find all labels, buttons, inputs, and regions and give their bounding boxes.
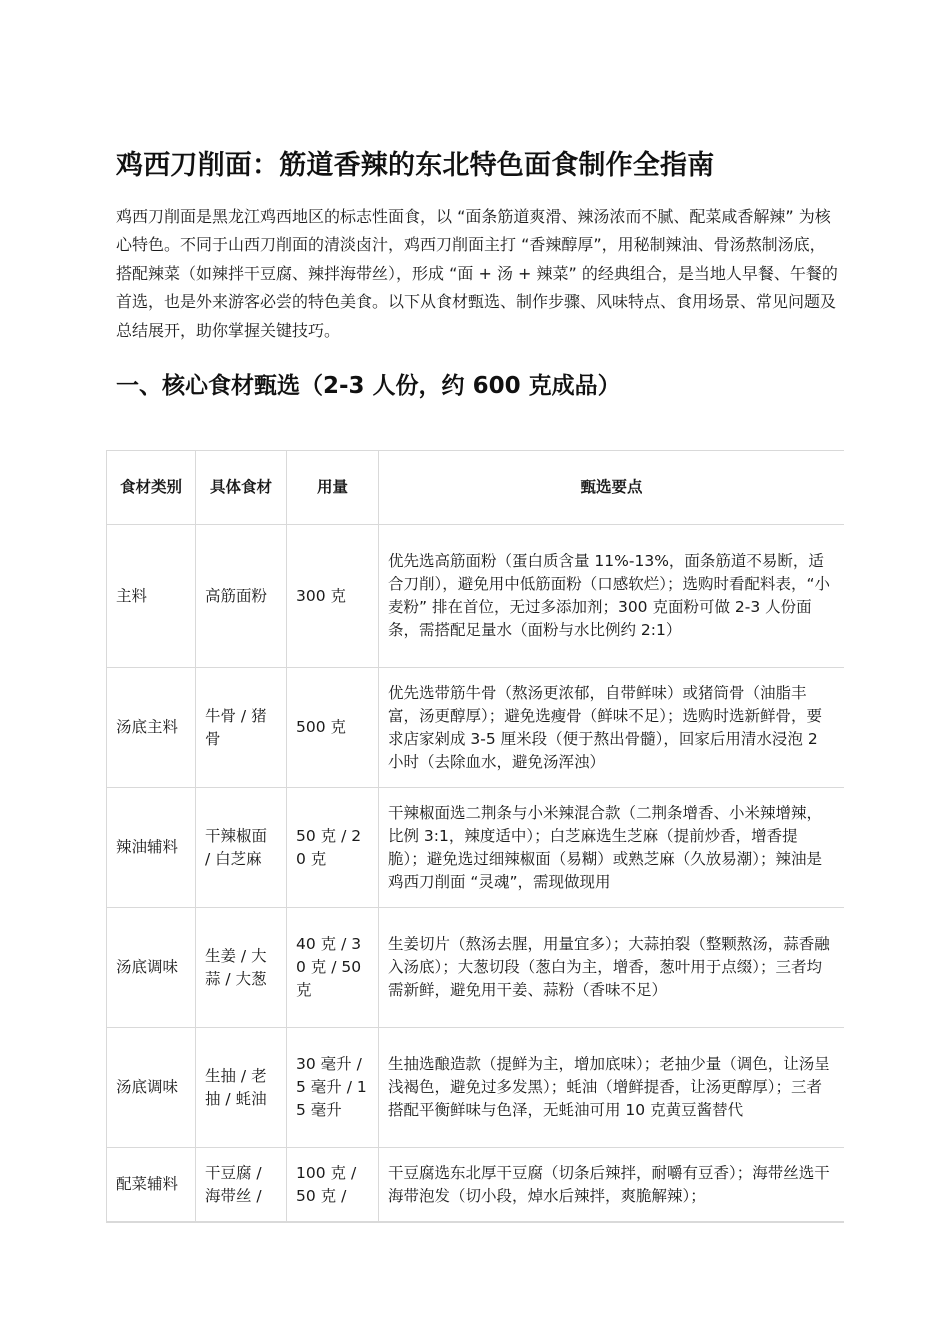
section-heading-ingredients: 一、核心食材甄选（2-3 人份，约 600 克成品） (116, 373, 621, 399)
table-row (107, 1028, 845, 1148)
cell-selection-points: 优先选带筋牛骨（熬汤更浓郁，自带鲜味）或猪筒骨（油脂丰富，汤更醇厚）；避免选瘦骨（鲜味不足）；选购时选新鲜骨，要求店家剁成 3-5 厘米段（便于熬出骨髓），回家后用清水浸泡 2 小时（去除血水，避免汤浑浊） (379, 668, 845, 788)
cell-category: 汤底调味 (107, 1028, 196, 1148)
cell-amount: 40 克 / 30 克 / 50 克 (287, 908, 379, 1028)
table-header-row (107, 451, 845, 525)
header-amount: 用量 (287, 451, 379, 525)
cell-amount: 30 毫升 / 5 毫升 / 15 毫升 (287, 1028, 379, 1148)
cell-selection-points: 优先选高筋面粉（蛋白质含量 11%-13%，面条筋道不易断，适合刀削），避免用中低筋面粉（口感软烂）；选购时看配料表，“小麦粉” 排在首位，无过多添加剂；300 克面粉可做 2-3 人份面条，需搭配足量水（面粉与水比例约 2:1） (379, 525, 845, 668)
table-row (107, 1148, 845, 1222)
cell-ingredient: 生姜 / 大蒜 / 大葱 (196, 908, 287, 1028)
ingredients-table (106, 450, 844, 1222)
cell-selection-points: 生姜切片（熬汤去腥，用量宜多）；大蒜拍裂（整颗熬汤，蒜香融入汤底）；大葱切段（葱白为主，增香，葱叶用于点缀）；三者均需新鲜，避免用干姜、蒜粉（香味不足） (379, 908, 845, 1028)
document-title: 鸡西刀削面：筋道香辣的东北特色面食制作全指南 (116, 150, 715, 181)
cell-category: 汤底主料 (107, 668, 196, 788)
cell-ingredient: 干辣椒面 / 白芝麻 (196, 788, 287, 908)
cell-amount: 50 克 / 20 克 (287, 788, 379, 908)
cell-selection-points: 生抽选酿造款（提鲜为主，增加底味）；老抽少量（调色，让汤呈浅褐色，避免过多发黑）；蚝油（增鲜提香，让汤更醇厚）；三者搭配平衡鲜味与色泽，无蚝油可用 10 克黄豆酱替代 (379, 1028, 845, 1148)
cell-category: 汤底调味 (107, 908, 196, 1028)
cell-ingredient: 高筋面粉 (196, 525, 287, 668)
intro-paragraph: 鸡西刀削面是黑龙江鸡西地区的标志性面食，以 “面条筋道爽滑、辣汤浓而不腻、配菜咸香解辣” 为核心特色。不同于山西刀削面的清淡卤汁，鸡西刀削面主打 “香辣醇厚”，用秘制辣油、骨汤熬制汤底，搭配辣菜（如辣拌干豆腐、辣拌海带丝），形成 “面 + 汤 + 辣菜” 的经典组合，是当地人早餐、午餐的首选，也是外来游客必尝的特色美食。以下从食材甄选、制作步骤、风味特点、食用场景、常见问题及总结展开，助你掌握关键技巧。 (116, 207, 838, 340)
table-row (107, 788, 845, 908)
cell-selection-points: 干辣椒面选二荆条与小米辣混合款（二荆条增香、小米辣增辣，比例 3:1，辣度适中）；白芝麻选生芝麻（提前炒香，增香提脆）；避免选过细辣椒面（易糊）或熟芝麻（久放易潮）；辣油是鸡西刀削面 “灵魂”，需现做现用 (379, 788, 845, 908)
cell-selection-points: 干豆腐选东北厚干豆腐（切条后辣拌，耐嚼有豆香）；海带丝选干海带泡发（切小段，焯水后辣拌，爽脆解辣）； (379, 1148, 845, 1222)
header-ingredient: 具体食材 (196, 451, 287, 525)
cell-amount: 500 克 (287, 668, 379, 788)
cell-category: 配菜辅料 (107, 1148, 196, 1222)
cell-category: 辣油辅料 (107, 788, 196, 908)
cell-amount: 100 克 / 50 克 / (287, 1148, 379, 1222)
table-row (107, 525, 845, 668)
cell-ingredient: 生抽 / 老抽 / 蚝油 (196, 1028, 287, 1148)
cell-amount: 300 克 (287, 525, 379, 668)
cell-ingredient: 干豆腐 / 海带丝 / (196, 1148, 287, 1222)
cell-category: 主料 (107, 525, 196, 668)
table-row (107, 908, 845, 1028)
header-selection-points: 甄选要点 (379, 451, 845, 525)
ingredients-table-container (106, 450, 844, 1223)
header-category: 食材类别 (107, 451, 196, 525)
cell-ingredient: 牛骨 / 猪骨 (196, 668, 287, 788)
table-row (107, 668, 845, 788)
